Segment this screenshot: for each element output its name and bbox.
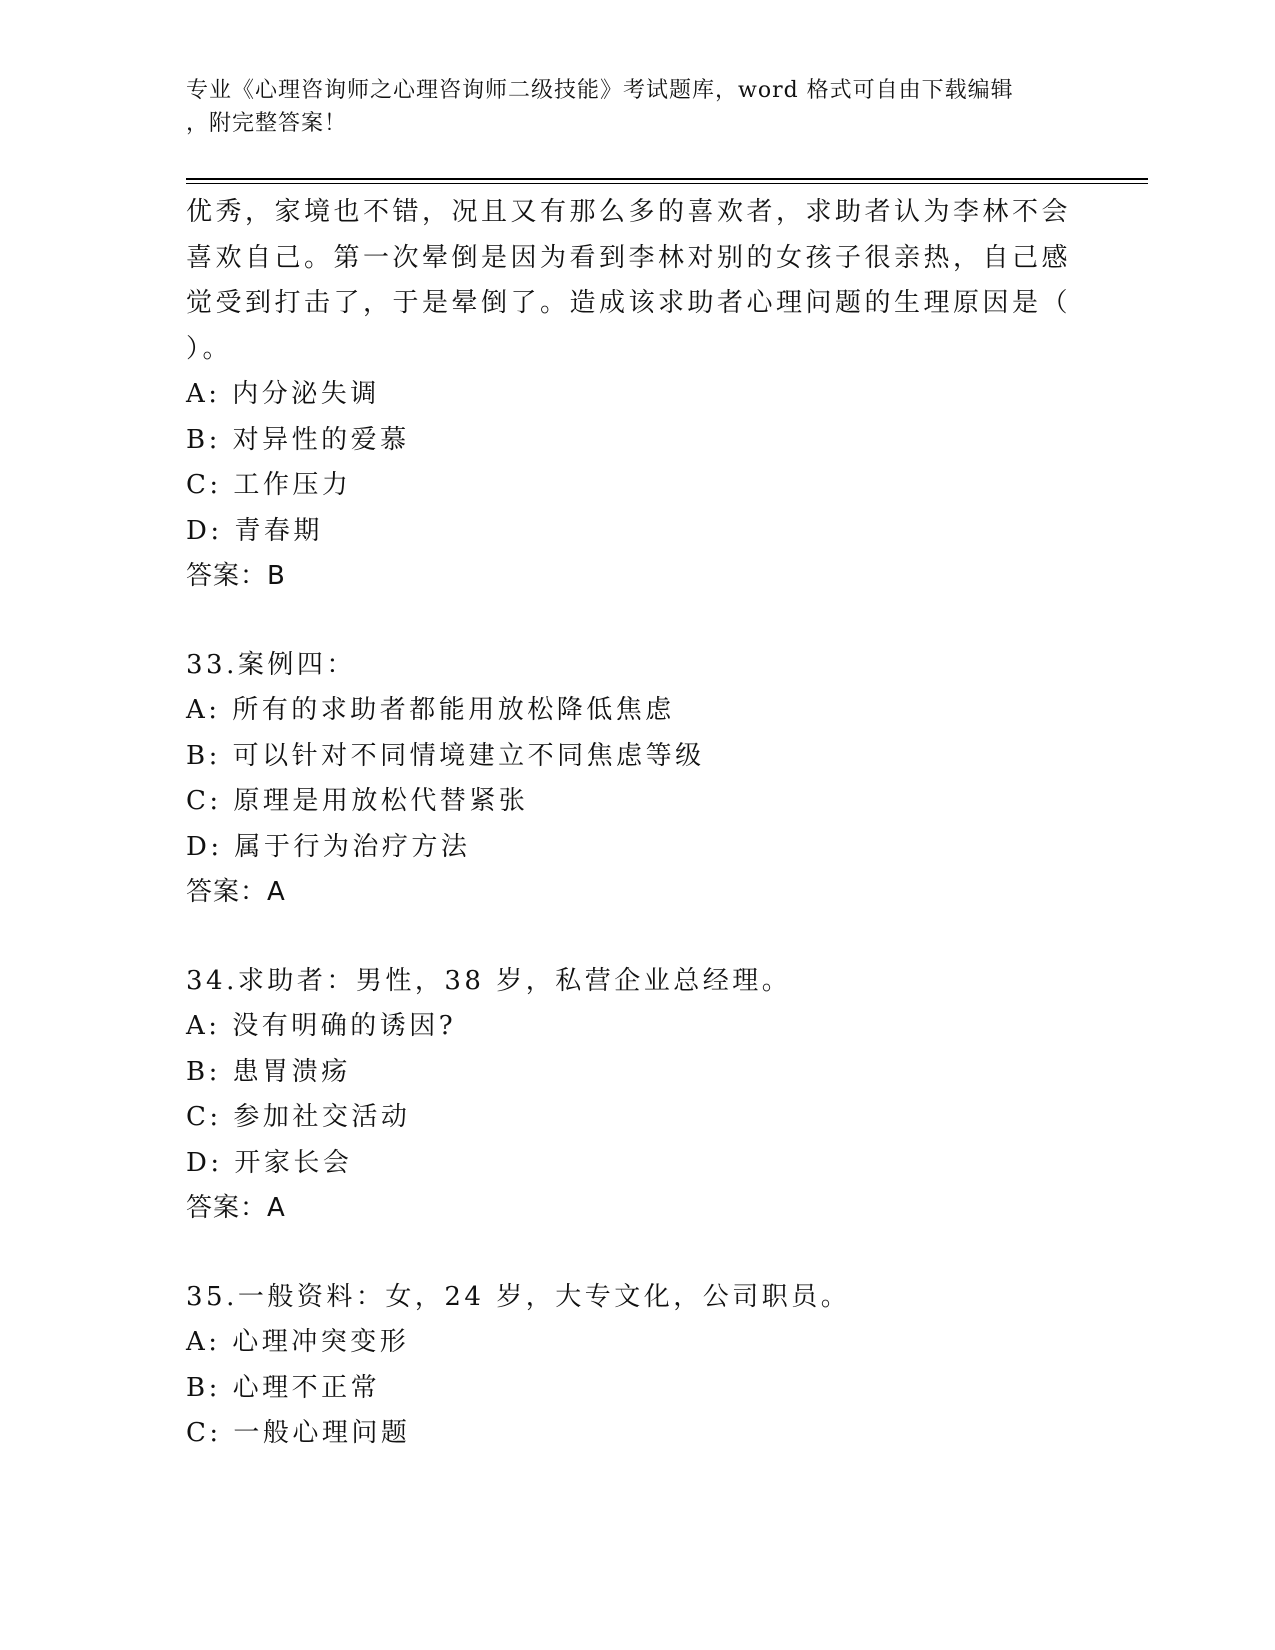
question-content xyxy=(186,190,1086,1457)
option-c: C: 一般心理问题 xyxy=(186,1418,411,1448)
option-d: D: 开家长会 xyxy=(186,1147,353,1178)
option-a: A: 没有明确的诱因? xyxy=(186,1011,457,1041)
option-b: B: 心理不正常 xyxy=(186,1372,381,1403)
option-d: D: 属于行为治疗方法 xyxy=(186,831,471,862)
header-line-2: ，附完整答案！ xyxy=(186,111,348,136)
question-text-line: 觉受到打击了，于是晕倒了。造成该求助者心理问题的生理原因是（ xyxy=(186,288,1072,318)
option-c: C: 工作压力 xyxy=(186,470,352,500)
option-b: B: 可以针对不同情境建立不同焦虑等级 xyxy=(186,740,705,771)
answer: 答案：B xyxy=(186,561,286,591)
question-text-line: 优秀，家境也不错，况且又有那么多的喜欢者，求助者认为李林不会 xyxy=(186,197,1072,227)
spacer xyxy=(186,1232,1086,1275)
document-header xyxy=(186,74,1086,140)
answer: 答案：A xyxy=(186,877,286,907)
option-a: A: 所有的求助者都能用放松降低焦虑 xyxy=(186,695,675,725)
option-d: D: 青春期 xyxy=(186,515,323,546)
option-b: B: 患胃溃疡 xyxy=(186,1056,351,1087)
question-stem: 34.求助者：男性，38 岁，私营企业总经理。 xyxy=(186,965,792,996)
question-block xyxy=(186,959,1086,1232)
option-a: A: 心理冲突变形 xyxy=(186,1327,410,1357)
question-block xyxy=(186,643,1086,916)
header-divider-top xyxy=(186,178,1148,180)
option-c: C: 参加社交活动 xyxy=(186,1102,411,1132)
question-block xyxy=(186,190,1086,600)
question-stem: 35.一般资料：女，24 岁，大专文化，公司职员。 xyxy=(186,1281,851,1312)
header-divider-bottom xyxy=(186,183,1148,184)
question-block xyxy=(186,1275,1086,1457)
option-c: C: 原理是用放松代替紧张 xyxy=(186,786,529,816)
answer: 答案：A xyxy=(186,1193,286,1223)
option-b: B: 对异性的爱慕 xyxy=(186,424,410,455)
question-stem: 33.案例四： xyxy=(186,649,356,680)
header-line-1: 专业《心理咨询师之心理咨询师二级技能》考试题库，word 格式可自由下载编辑 xyxy=(186,78,1014,103)
question-text-line: 喜欢自己。第一次晕倒是因为看到李林对别的女孩子很亲热，自己感 xyxy=(186,242,1072,273)
option-a: A: 内分泌失调 xyxy=(186,379,380,409)
question-text-line: ）。 xyxy=(186,333,233,364)
spacer xyxy=(186,600,1086,643)
spacer xyxy=(186,916,1086,959)
